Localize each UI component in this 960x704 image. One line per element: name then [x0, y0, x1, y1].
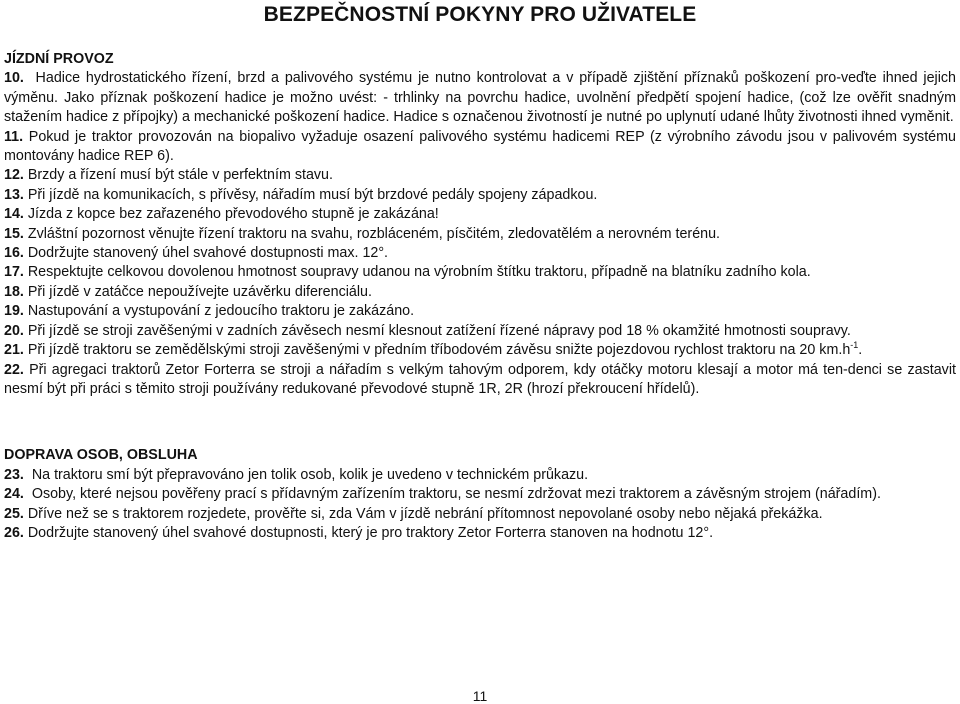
item-text: Zvláštní pozornost věnujte řízení traktoru na svahu, rozbláceném, písčitém, zledovatělém a nerovném terénu. [27, 225, 721, 242]
list-item-22 [4, 361, 956, 400]
list-item-17 [4, 263, 956, 282]
item-text: Při jízdě na komunikacích, s přívěsy, nářadím musí být brzdové pedály spojeny západkou. [27, 186, 598, 203]
list-item-24 [4, 485, 956, 504]
list-item-11 [4, 128, 956, 167]
item-text: Při agregaci traktorů Zetor Forterra se stroji a nářadím s velkým tahovým odporem, kdy otáčky motoru klesají a motor má ten-denci se zastavit nesmí být při práci s těmito stroji používány redukované převodové stupně 1R, 2R (hrozí překroucení hřídelů). [4, 361, 956, 397]
item-text-end: . [858, 342, 863, 359]
list-item-18 [4, 283, 956, 302]
list-item-10 [4, 69, 956, 127]
list-item-16 [4, 244, 956, 263]
list-item-26 [4, 524, 956, 543]
page-number: 11 [472, 688, 488, 704]
item-number: 22. [4, 361, 24, 378]
item-text: Hadice hydrostatického řízení, brzd a palivového systému je nutno kontrolovat a v případě zjištění příznaků poškození pro-veďte ihned jejich výměnu. Jako příznak poškození hadice je možno uvést: - trhlinky na povrchu hadice, uvolnění předpětí spojení hadice, (což lze ověřit snadným stažením hadice z přípojky) a mechanické poškození hadice. Hadice s označenou životností je nutné po uplynutí udané lhůty životnosti ihned vyměnit. [4, 70, 956, 126]
item-text: Při jízdě se stroji zavěšenými v zadních závěsech nesmí klesnout zatížení řízené nápravy pod 18 % okamžité hmotnosti soupravy. [27, 322, 851, 339]
item-text: Dříve než se s traktorem rozjedete, prověřte si, zda Vám v jízdě nebrání přítomnost nepovolané osoby nebo nějaká překážka. [27, 505, 823, 522]
document-body [4, 50, 956, 543]
item-number: 13. [4, 186, 24, 203]
item-number: 23. [4, 466, 24, 483]
item-number: 21. [4, 342, 24, 359]
list-item-14 [4, 205, 956, 224]
item-number: 24. [4, 486, 24, 503]
item-number: 26. [4, 524, 24, 541]
item-text: Jízda z kopce bez zařazeného převodového stupně je zakázána! [27, 206, 439, 223]
item-text: Nastupování a vystupování z jedoucího traktoru je zakázáno. [27, 303, 415, 320]
section-heading-transport: DOPRAVA OSOB, OBSLUHA [4, 447, 198, 464]
item-number: 18. [4, 283, 24, 300]
item-number: 14. [4, 206, 24, 223]
item-text: Dodržujte stanovený úhel svahové dostupnosti, který je pro traktory Zetor Forterra stanoven na hodnotu 12°. [27, 524, 714, 541]
item-text: Brzdy a řízení musí být stále v perfektním stavu. [27, 167, 333, 184]
list-item-19 [4, 302, 956, 321]
item-text: Při jízdě v zatáčce nepoužívejte uzávěrku diferenciálu. [27, 283, 372, 300]
list-item-15 [4, 225, 956, 244]
item-number: 16. [4, 245, 24, 262]
list-item-21 [4, 341, 956, 360]
superscript-exponent: -1 [850, 340, 859, 351]
item-number: 15. [4, 225, 24, 242]
item-text: Respektujte celkovou dovolenou hmotnost soupravy udanou na výrobním štítku traktoru, případně na blatníku zadního kola. [27, 264, 811, 281]
item-number: 17. [4, 264, 24, 281]
list-item-12 [4, 166, 956, 185]
item-text: Pokud je traktor provozován na biopalivo vyžaduje osazení palivového systému hadicemi REP (z výrobního závodu jsou v palivovém systému montovány hadice REP 6). [4, 128, 956, 165]
list-item-13 [4, 186, 956, 205]
item-number: 10. [4, 70, 24, 87]
item-text: Při jízdě traktoru se zemědělskými stroji zavěšenými v předním tříbodovém závěsu snižte pojezdovou rychlost traktoru na 20 km.h [27, 342, 851, 359]
list-item-23 [4, 466, 956, 485]
item-number: 25. [4, 505, 24, 522]
list-item-25 [4, 505, 956, 524]
list-item-20 [4, 322, 956, 341]
item-number: 12. [4, 167, 24, 184]
item-number: 11. [4, 128, 24, 145]
item-text: Osoby, které nejsou pověřeny prací s přídavným zařízením traktoru, se nesmí zdržovat mezi traktorem a závěsným strojem (nářadím). [31, 486, 881, 503]
page-title: BEZPEČNOSTNÍ POKYNY PRO UŽIVATELE [263, 3, 697, 26]
item-text: Dodržujte stanovený úhel svahové dostupnosti max. 12°. [27, 245, 389, 262]
section-heading-driving: JÍZDNÍ PROVOZ [4, 51, 114, 67]
item-number: 19. [4, 303, 24, 320]
item-number: 20. [4, 322, 24, 339]
item-text: Na traktoru smí být přepravováno jen tolik osob, kolik je uvedeno v technickém průkazu. [31, 466, 589, 483]
